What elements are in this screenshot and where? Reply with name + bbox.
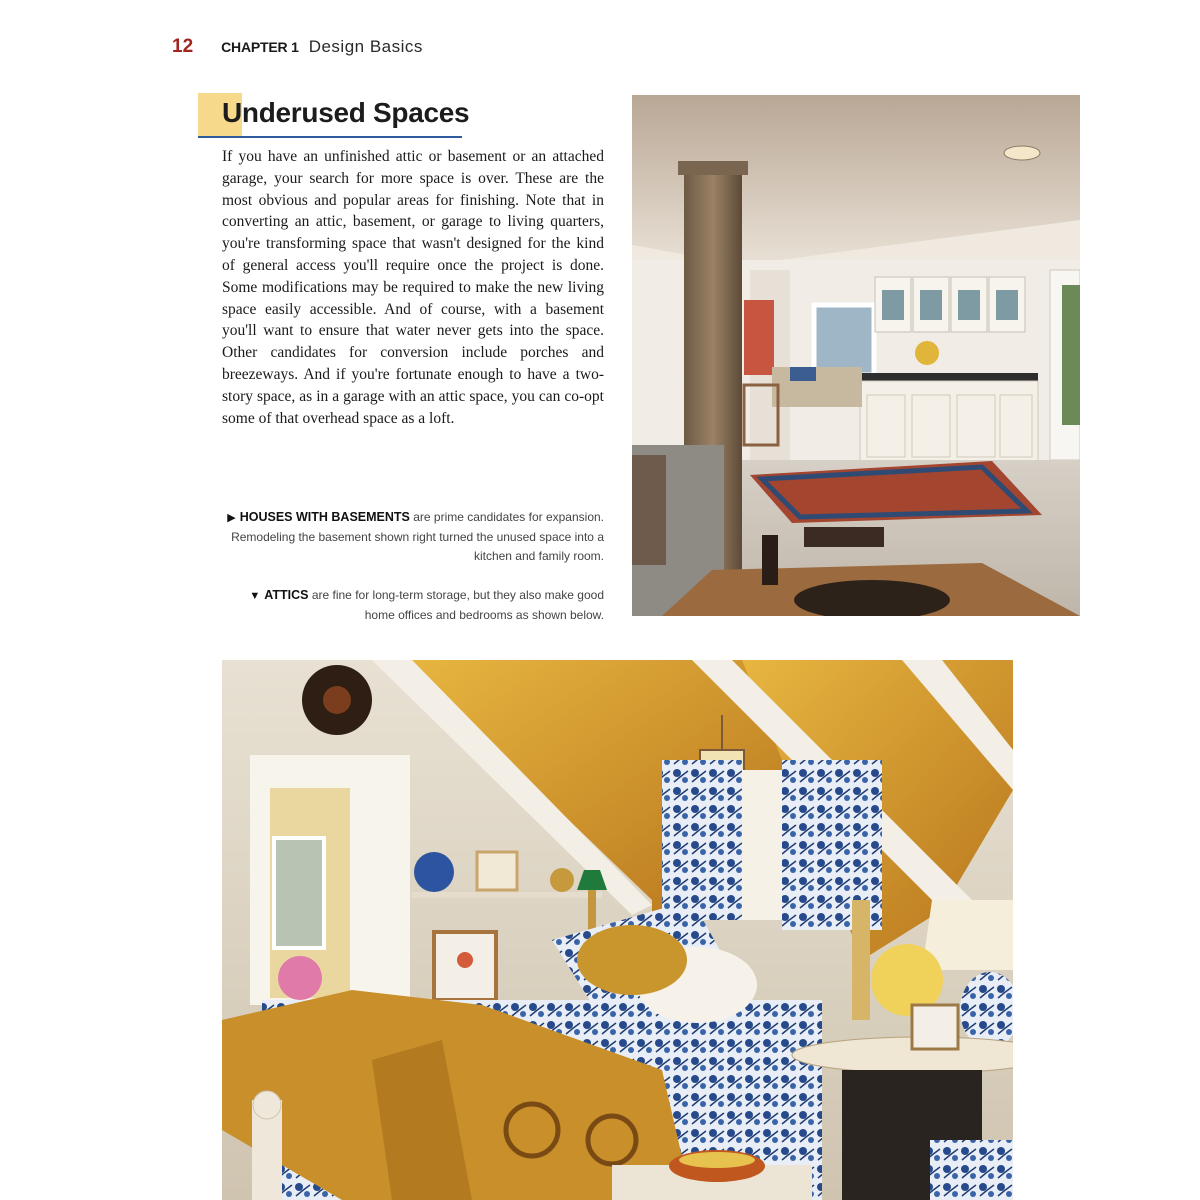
right-arrow-icon: ▶ bbox=[227, 512, 236, 524]
body-paragraph: If you have an unfinished attic or basement or an attached garage, your search for more space is over. These are the most obvious and popular areas for finishing. Note that in converting an attic, basement, or garage to living quarters, you're transforming space that wasn't designed for the kind of general access you'll require once the project is done. Some modifications may be required to make the new living space easily accessible. And of course, with a basement you'll want to ensure that water never gets into the space. Other candidates for conversion include porches and breezeways. And if you're fortunate enough to have a two-story space, as in a garage with an attic space, you can co-opt some of that overhead space as a loft. bbox=[222, 148, 604, 427]
down-arrow-icon: ▼ bbox=[249, 590, 261, 602]
caption-attics bbox=[224, 586, 604, 625]
running-head bbox=[172, 36, 423, 58]
title-underline bbox=[198, 136, 462, 138]
section-title: Underused Spaces bbox=[222, 97, 470, 128]
caption-basements bbox=[224, 508, 604, 566]
page-number: 12 bbox=[172, 36, 194, 57]
caption-lead: HOUSES WITH BASEMENTS bbox=[239, 510, 410, 524]
caption-text: are fine for long-term storage, but they also make good home offices and bedrooms as shown below. bbox=[311, 588, 604, 622]
chapter-label: CHAPTER 1 bbox=[221, 39, 299, 55]
chapter-title: Design Basics bbox=[308, 37, 423, 56]
caption-lead: ATTICS bbox=[264, 588, 309, 602]
basement-kitchen-family-room-photo bbox=[632, 95, 1080, 616]
caption-text: are prime candidates for expansion. Remodeling the basement shown right turned the unused space into a kitchen and family room. bbox=[231, 510, 604, 563]
attic-bedroom-photo bbox=[222, 660, 1013, 1200]
